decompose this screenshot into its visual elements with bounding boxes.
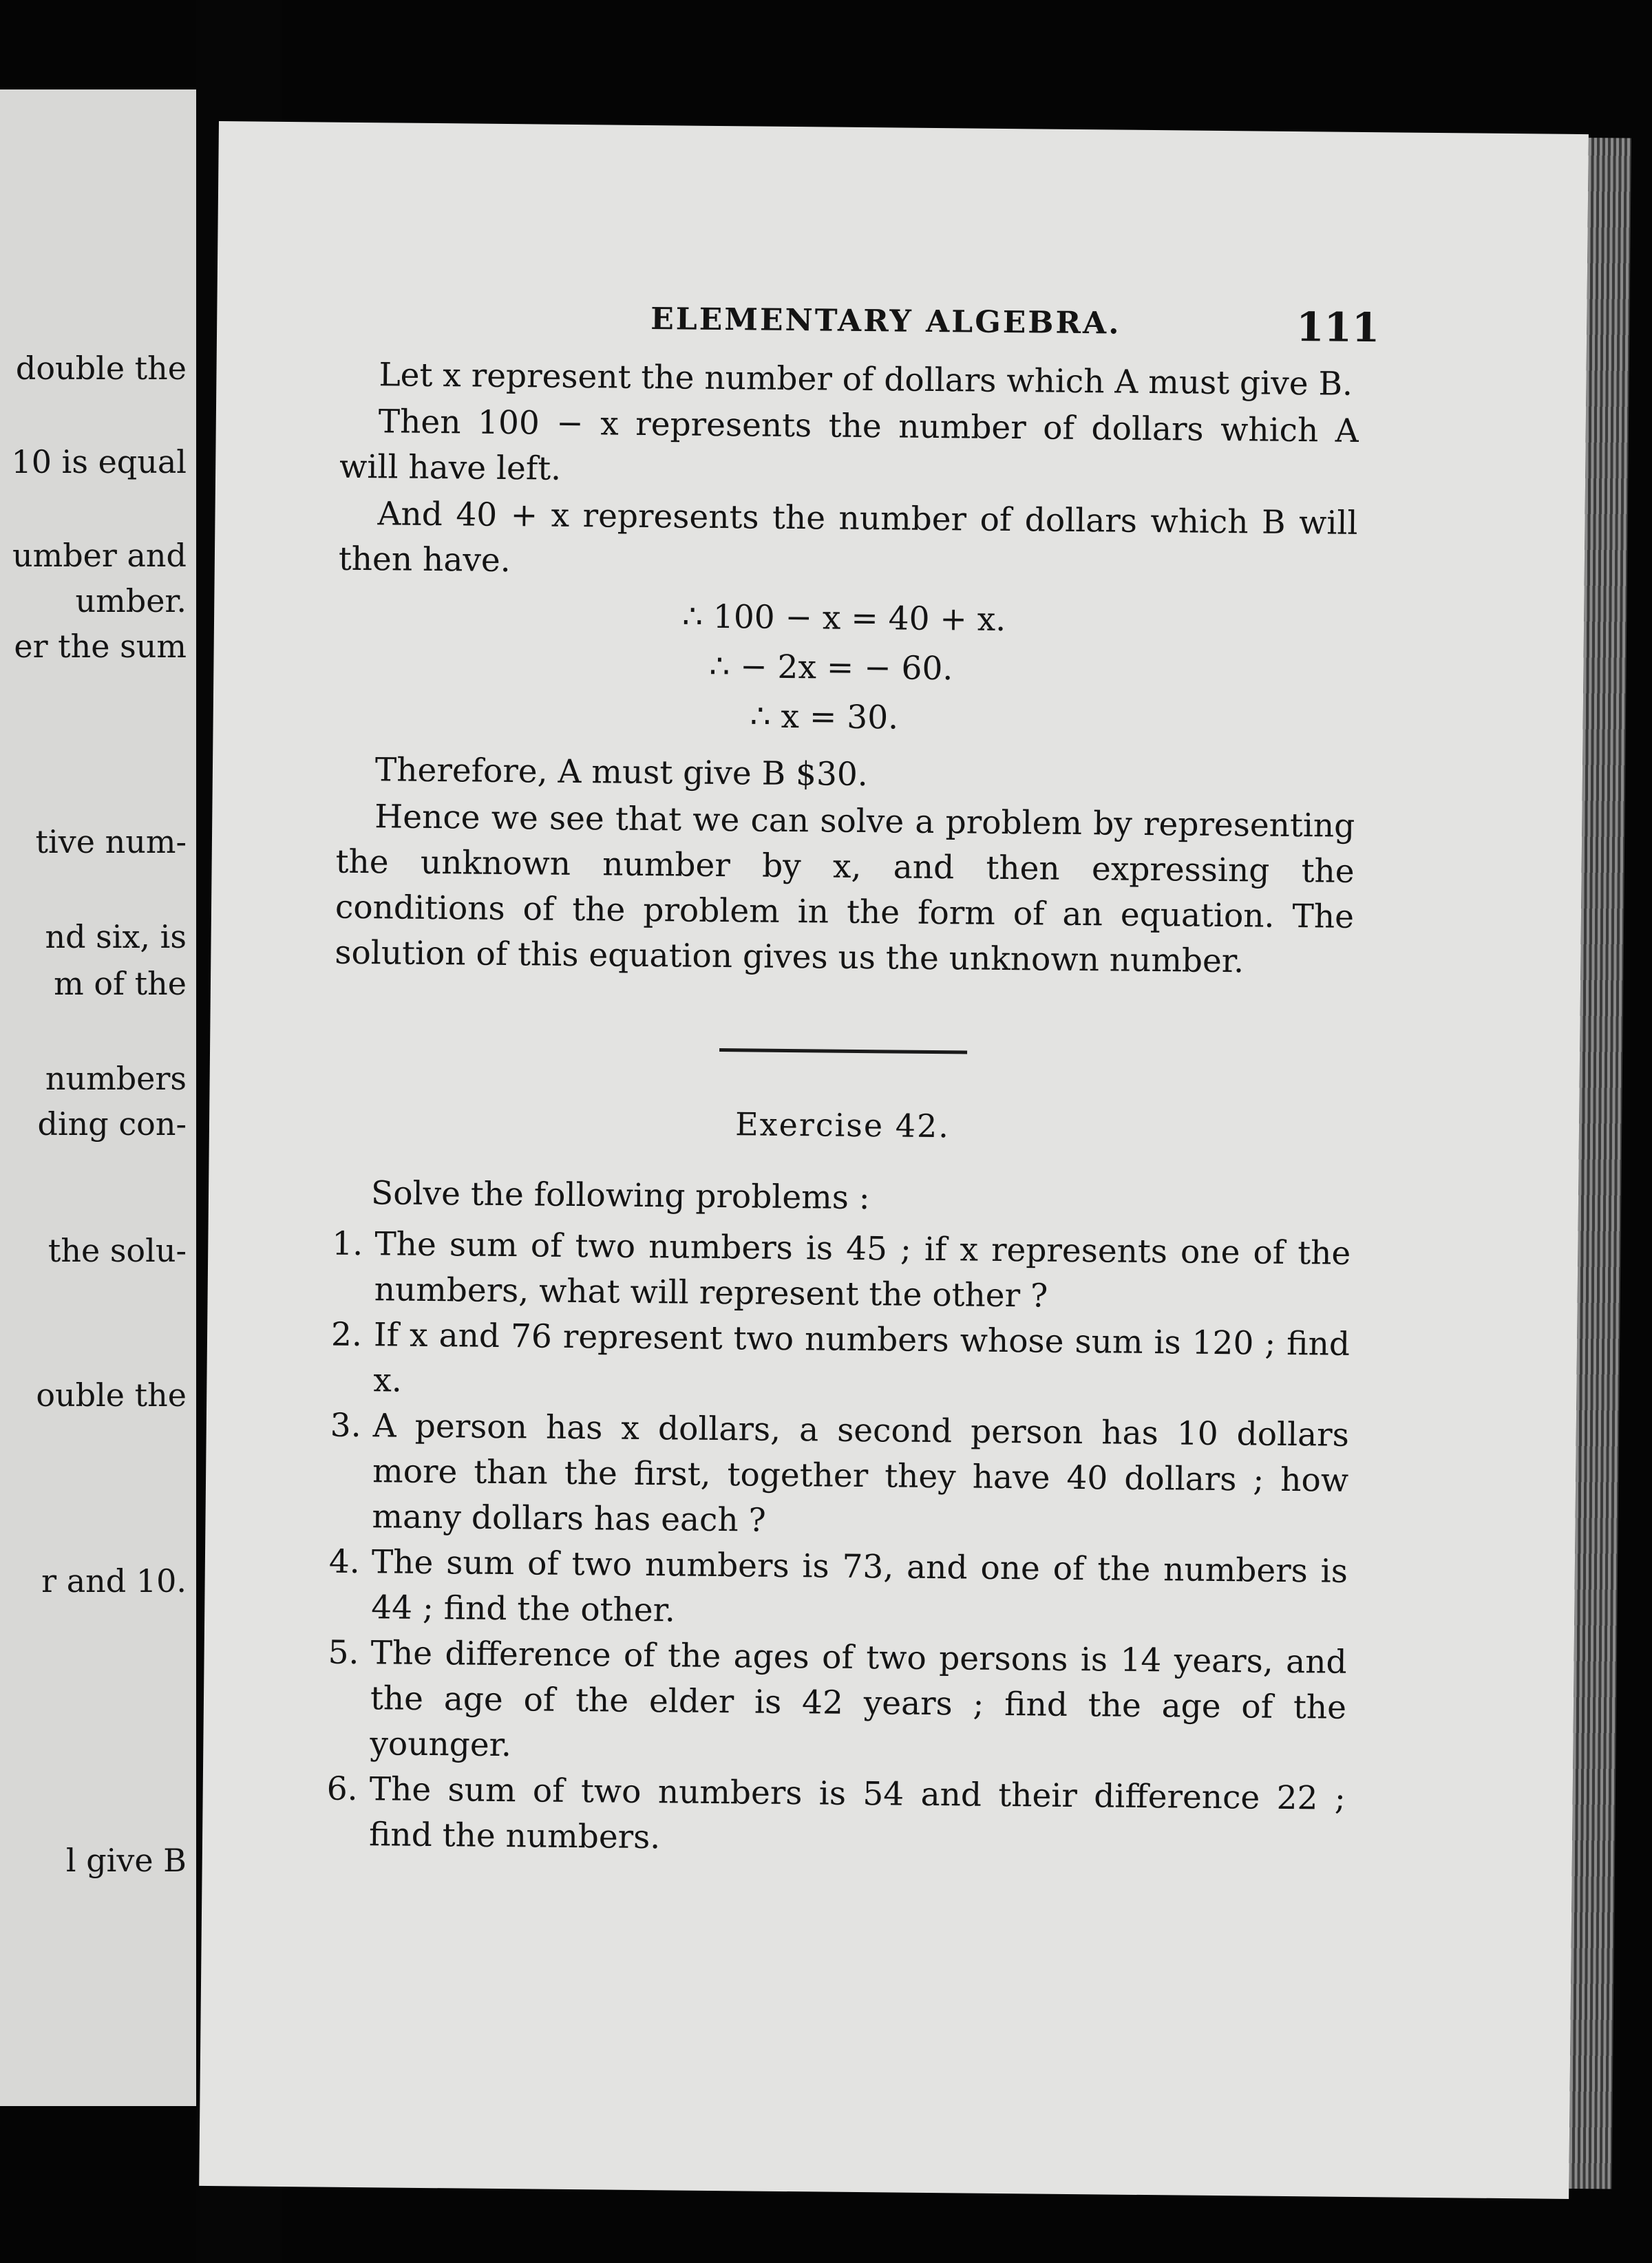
problem-number: 3. bbox=[330, 1406, 361, 1445]
left-fragment: numbers bbox=[45, 1060, 187, 1097]
left-fragment: double the bbox=[15, 350, 187, 387]
exercise-heading: Exercise 42. bbox=[734, 1105, 951, 1145]
paragraph: And 40 + x represents the number of dollars which B will then have. bbox=[338, 495, 1358, 580]
left-fragment: m of the bbox=[54, 965, 187, 1002]
paragraph: Then 100 − x represents the number of dollars which A will have left. bbox=[339, 403, 1359, 488]
page-body bbox=[326, 352, 1359, 1867]
problem-text: A person has x dollars, a second person has 10 dollars more than the first, together they have 40 dollars ; how many dollars has each ? bbox=[372, 1407, 1350, 1540]
problem-number: 1. bbox=[332, 1224, 363, 1264]
left-fragment: er the sum bbox=[14, 628, 187, 665]
problem-item bbox=[327, 1630, 1347, 1776]
running-header: ELEMENTARY ALGEBRA. bbox=[650, 301, 1121, 341]
problem-item bbox=[326, 1767, 1346, 1867]
problem-text: If x and 76 represent two numbers whose sum is 120 ; find x. bbox=[373, 1316, 1351, 1400]
book-page bbox=[199, 121, 1589, 2199]
left-facing-page bbox=[0, 89, 196, 2106]
left-fragment: r and 10. bbox=[41, 1562, 187, 1600]
problem-text: The sum of two numbers is 45 ; if x represents one of the numbers, what will represent the other ? bbox=[374, 1225, 1351, 1315]
left-fragment: umber and bbox=[12, 537, 187, 574]
equation-block bbox=[337, 589, 1357, 747]
problem-number: 2. bbox=[330, 1315, 363, 1354]
problem-item bbox=[329, 1403, 1349, 1549]
exercise-instruction: Solve the following problems : bbox=[370, 1174, 870, 1218]
page-number: 111 bbox=[1295, 304, 1380, 352]
problem-list bbox=[326, 1222, 1351, 1867]
paragraph: Let x represent the number of dollars which A must give B. bbox=[379, 356, 1353, 403]
left-fragment: 10 is equal bbox=[11, 443, 187, 480]
problem-item bbox=[331, 1222, 1351, 1322]
problem-text: The difference of the ages of two persons is 14 years, and the age of the elder is 42 years ; find the age of the younger. bbox=[370, 1634, 1347, 1765]
problem-text: The sum of two numbers is 73, and one of the numbers is 44 ; find the other. bbox=[371, 1543, 1348, 1630]
section-divider bbox=[719, 1048, 967, 1054]
left-fragment: the solu- bbox=[47, 1232, 187, 1269]
left-fragment: nd six, is bbox=[45, 918, 187, 955]
equation: ∴ x = 30. bbox=[750, 697, 899, 737]
summary-paragraph: Hence we see that we can solve a problem by representing the unknown number by x, and then expressing the conditions of the problem in the form of an equation. The solution of this equation gives us the unknown number. bbox=[335, 798, 1355, 981]
problem-number: 6. bbox=[326, 1770, 358, 1809]
equation: ∴ 100 − x = 40 + x. bbox=[681, 597, 1006, 639]
left-fragment: l give B bbox=[65, 1842, 187, 1879]
left-fragment: tive num- bbox=[35, 823, 187, 860]
problem-number: 4. bbox=[328, 1542, 361, 1582]
problem-item bbox=[328, 1540, 1348, 1640]
left-fragment: ding con- bbox=[37, 1105, 187, 1143]
conclusion: Therefore, A must give B $30. bbox=[374, 751, 868, 794]
problem-number: 5. bbox=[328, 1633, 359, 1672]
left-fragment: umber. bbox=[75, 582, 187, 619]
equation: ∴ − 2x = − 60. bbox=[709, 647, 953, 688]
left-fragment: ouble the bbox=[36, 1377, 187, 1414]
problem-text: The sum of two numbers is 54 and their difference 22 ; find the numbers. bbox=[368, 1770, 1346, 1857]
problem-item bbox=[330, 1313, 1350, 1413]
